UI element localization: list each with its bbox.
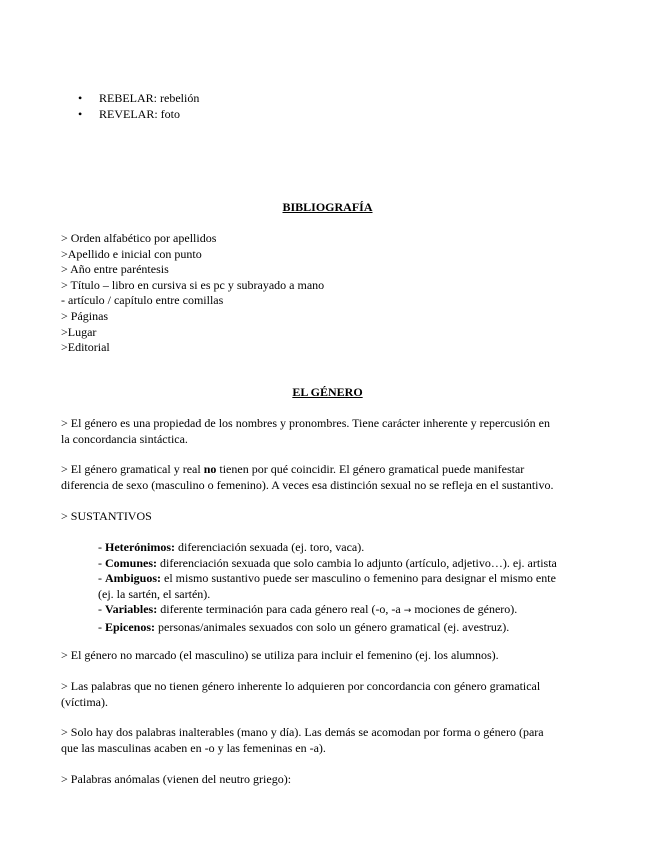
paragraph-line: [61, 462, 601, 478]
bullet-text: REVELAR: foto: [99, 107, 180, 121]
list-item: [78, 107, 199, 123]
bibliografia-list: [61, 231, 601, 356]
paragraph-line: (víctima).: [61, 694, 108, 709]
dash: -: [98, 540, 105, 554]
term: Variables:: [105, 602, 158, 617]
genero-paragraph-6: > Palabras anómalas (vienen del neutro griego):: [61, 772, 292, 786]
term: Epicenos:: [105, 619, 156, 634]
paragraph-line: la concordancia sintáctica.: [61, 431, 188, 446]
bibliografia-line: >Apellido e inicial con punto: [61, 246, 202, 261]
paragraph-line: > Las palabras que no tienen género inherente lo adquieren por concordancia con género gramatical: [61, 679, 541, 693]
list-item: [98, 620, 598, 636]
dash: -: [98, 602, 105, 617]
term: Ambiguos:: [105, 571, 162, 586]
genero-paragraph-4: [61, 679, 601, 710]
list-item: [98, 571, 598, 587]
list-item: [98, 540, 598, 556]
sustantivos-heading: > SUSTANTIVOS: [61, 509, 152, 523]
text-run: tienen por qué coincidir. El género gramatical puede manifestar: [216, 462, 525, 476]
bibliografia-heading: BIBLIOGRAFÍA: [282, 200, 373, 214]
paragraph-line: diferencia de sexo (masculino o femenino). A veces esa distinción sexual no se refleja en el sustantivo.: [61, 477, 554, 492]
definition: mociones de género).: [411, 602, 518, 617]
dash: -: [98, 571, 105, 586]
genero-paragraph-5: [61, 725, 601, 756]
list-item: [98, 602, 598, 620]
text-run: > El género gramatical y real: [61, 462, 204, 476]
bibliografia-line: >Editorial: [61, 340, 110, 355]
dash: -: [98, 555, 105, 570]
definition: personas/animales sexuados con solo un género gramatical (ej. avestruz).: [155, 619, 510, 634]
sustantivos-list: [98, 540, 598, 636]
bullet-text: REBELAR: rebelión: [99, 91, 200, 105]
list-item: [98, 556, 598, 572]
bibliografia-line: > Páginas: [61, 308, 109, 323]
bullet-icon: •: [78, 107, 83, 121]
paragraph-line: > Solo hay dos palabras inalterables (mano y día). Las demás se acomodan por forma o género (para: [61, 725, 544, 739]
bibliografia-line: - artículo / capítulo entre comillas: [61, 293, 224, 308]
definition: diferente terminación para cada género real (-o, -a: [157, 602, 404, 617]
bibliografia-line: > Título – libro en cursiva si es pc y subrayado a mano: [61, 277, 325, 292]
bibliografia-line: > Orden alfabético por apellidos: [61, 231, 217, 245]
paragraph-line: que las masculinas acaben en -o y las femeninas en -a).: [61, 740, 326, 755]
definition: diferenciación sexuada (ej. toro, vaca).: [174, 540, 365, 554]
list-item: [78, 91, 199, 107]
genero-paragraph-1: [61, 416, 601, 447]
bullet-icon: •: [78, 91, 83, 105]
bold-text: no: [203, 462, 217, 476]
definition: diferenciación sexuada que solo cambia lo adjunto (artículo, adjetivo…). ej. artista: [157, 555, 557, 570]
bullet-list: [78, 91, 199, 123]
definition-continued: (ej. la sartén, el sartén).: [98, 586, 211, 601]
definition: el mismo sustantivo puede ser masculino o femenino para designar el mismo ente: [161, 571, 556, 586]
term: Comunes:: [105, 555, 158, 570]
genero-heading: EL GÉNERO: [292, 385, 363, 399]
arrow-right-icon: →: [403, 606, 412, 617]
genero-paragraph-3: > El género no marcado (el masculino) se utiliza para incluir el femenino (ej. los alumnos).: [61, 648, 499, 662]
paragraph-line: > El género es una propiedad de los nombres y pronombres. Tiene carácter inherente y repercusión en: [61, 416, 550, 430]
term: Heterónimos:: [105, 540, 175, 554]
bibliografia-line: > Año entre paréntesis: [61, 262, 169, 277]
genero-paragraph-2: [61, 462, 601, 493]
bibliografia-line: >Lugar: [61, 324, 97, 339]
dash: -: [98, 619, 105, 634]
